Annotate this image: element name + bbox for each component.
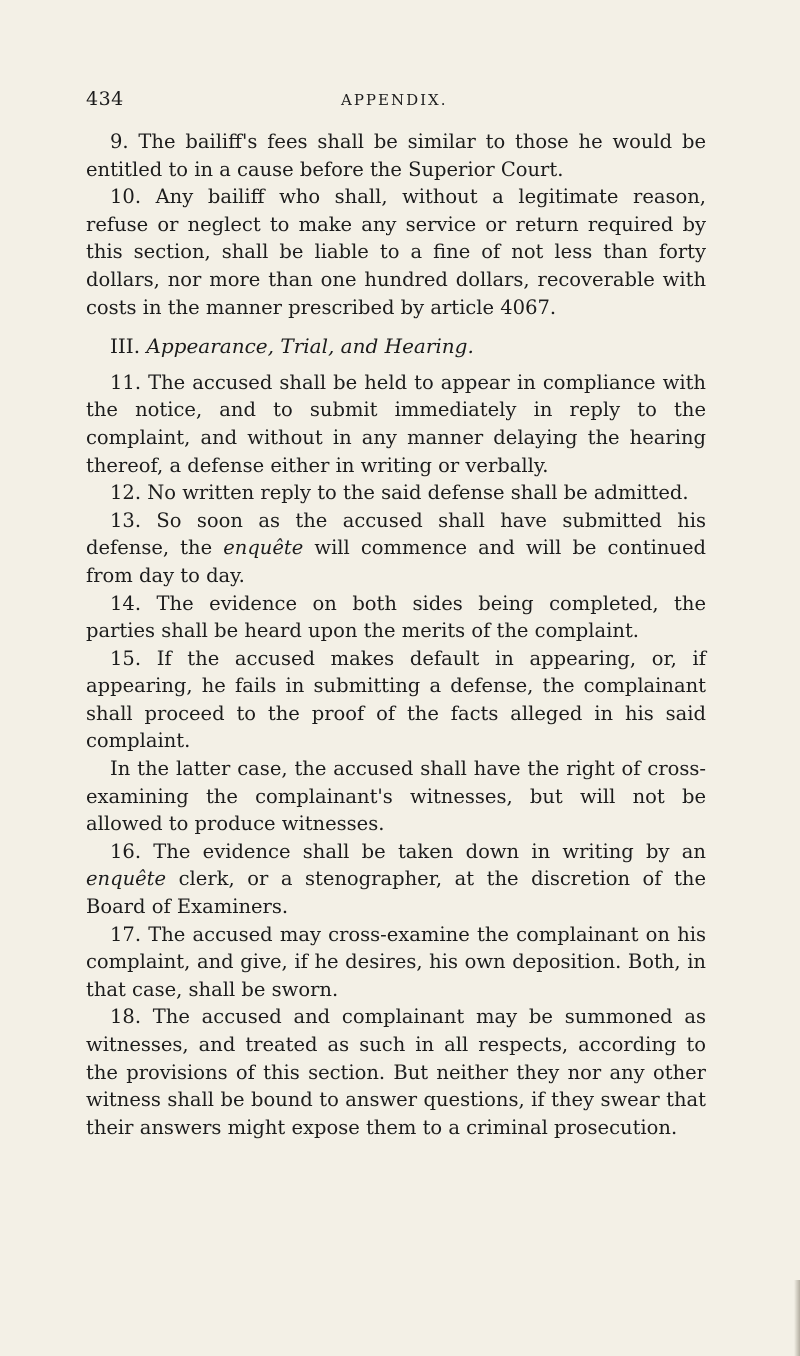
page-number: 434 xyxy=(86,88,124,110)
page-edge-shadow xyxy=(794,1280,800,1356)
paragraph-16: 16. The evidence shall be taken down in writing by an enquête clerk, or a stenographer, at the discretion of the Board of Examiners. xyxy=(86,839,706,919)
paragraph-17: 17. The accused may cross-examine the complainant on his complaint, and give, if he desires, his own deposition. Both, in that case, shall be sworn. xyxy=(86,922,706,1001)
running-head xyxy=(86,88,686,112)
paragraph-15-continued: In the latter case, the accused shall have the right of cross-examining the complainant's witnesses, but will not be allowed to produce witnesses. xyxy=(86,757,706,836)
paragraph-14: 14. The evidence on both sides being completed, the parties shall be heard upon the merits of the complaint. xyxy=(86,591,706,643)
paragraph-10: 10. Any bailiff who shall, without a legitimate reason, refuse or neglect to make any service or return required by this section, shall be liable to a fine of not less than forty dollars, nor more than one hundred dollars, recoverable with costs in the manner prescribed by article 4067. xyxy=(86,185,706,319)
paragraph-9: 9. The bailiff's fees shall be similar to those he would be entitled to in a cause before the Superior Court. xyxy=(86,130,706,181)
page-body xyxy=(86,128,706,1141)
section-heading xyxy=(86,333,706,361)
paragraph-11: 11. The accused shall be held to appear in compliance with the notice, and to submit immediately in reply to the complaint, and without in any manner delaying the hearing thereof, a defense either in writing or verbally. xyxy=(86,370,706,477)
header-title: APPENDIX. xyxy=(341,91,448,109)
italic-term: enquête xyxy=(86,867,167,891)
paragraph-13: 13. So soon as the accused shall have submitted his defense, the enquête will commence and will be continued from day to day. xyxy=(86,508,706,587)
section-title: Appearance, Trial, and Hearing. xyxy=(146,334,474,359)
paragraph-18: 18. The accused and complainant may be summoned as witnesses, and treated as such in all respects, according to the provisions of this section. But neither they nor any other witness shall be bound to answer questions, if they swear that their answers might expose them to a criminal prosecution. xyxy=(86,1005,706,1139)
paragraph-15: 15. If the accused makes default in appearing, or, if appearing, he fails in submitting a defense, the complainant shall proceed to the proof of the facts alleged in his said complaint. xyxy=(86,646,706,753)
section-number: III. xyxy=(110,334,141,359)
italic-term: enquête xyxy=(223,536,304,560)
paragraph-12: 12. No written reply to the said defense shall be admitted. xyxy=(110,481,689,505)
